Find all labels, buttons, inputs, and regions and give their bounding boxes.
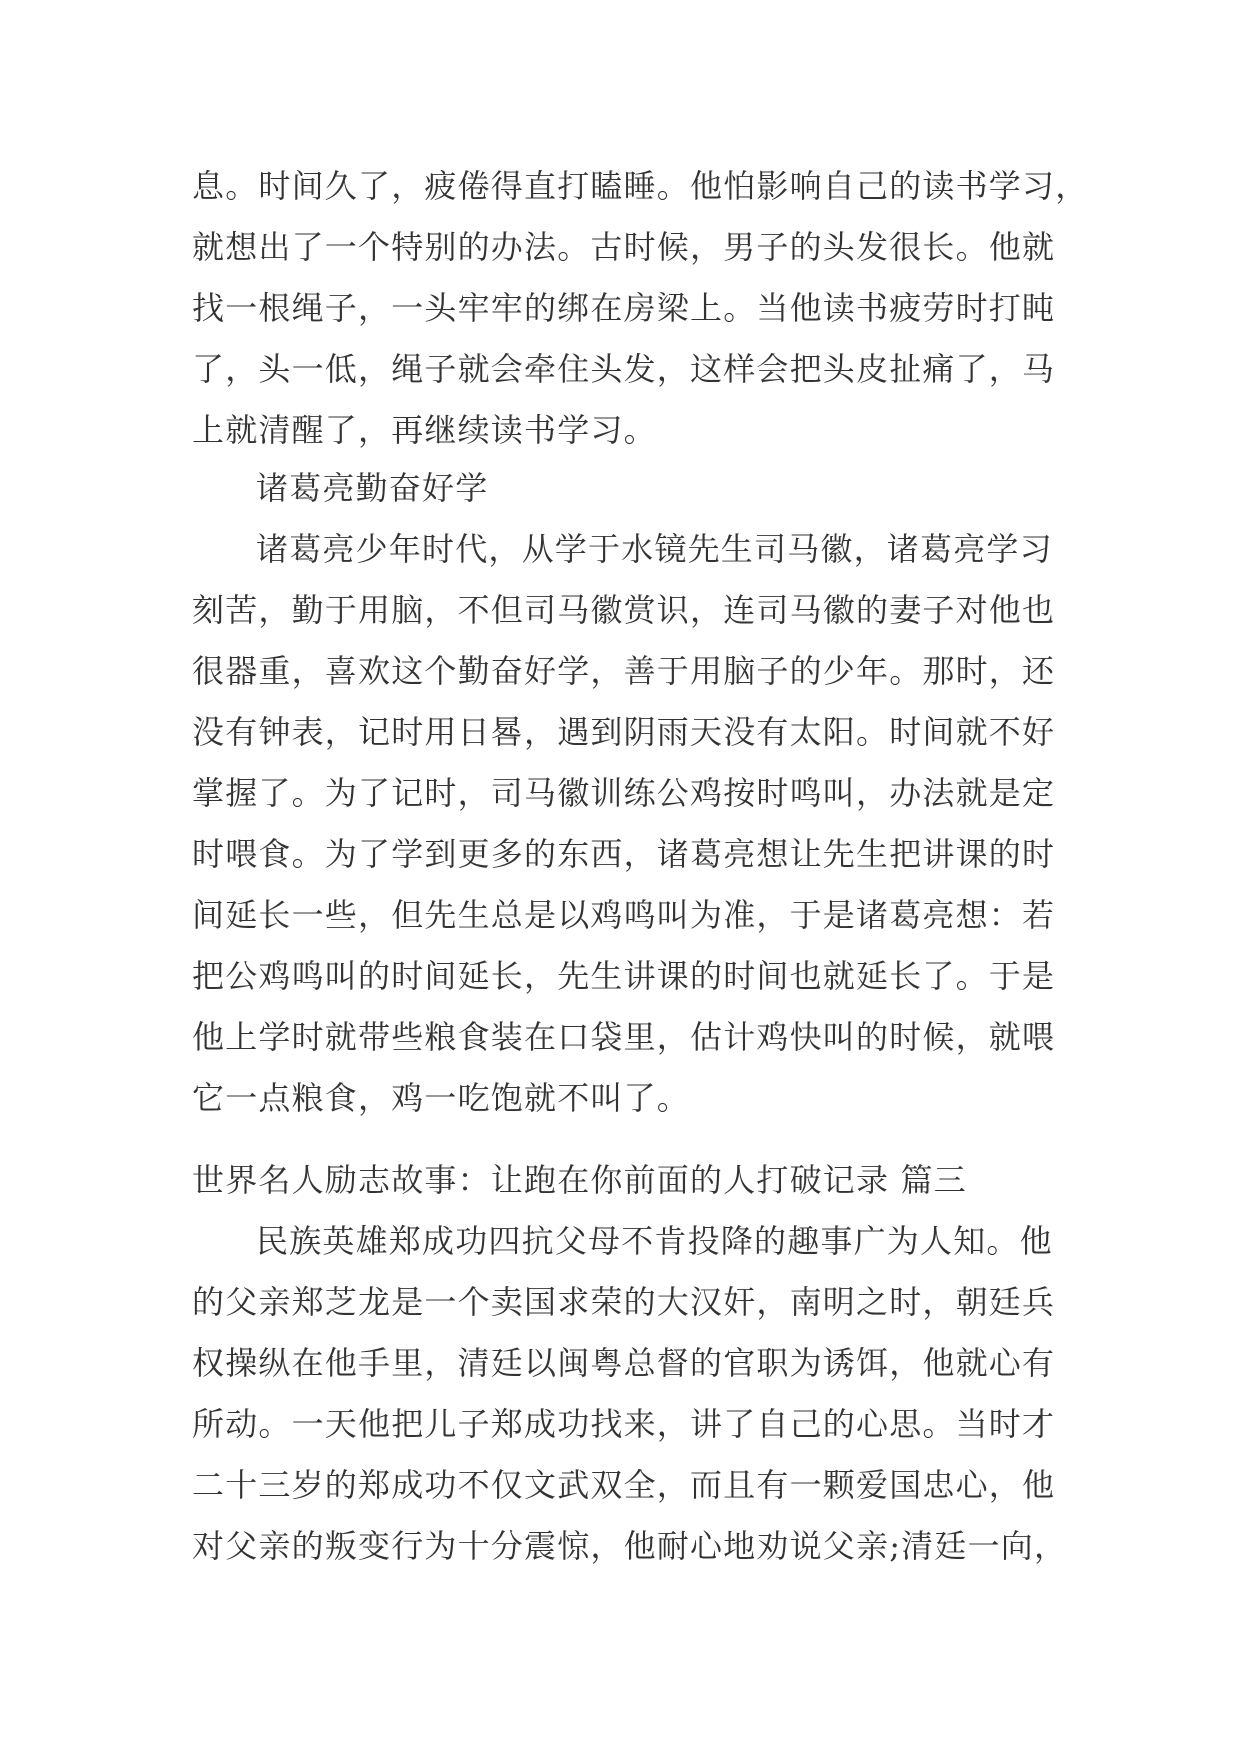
text-line: 权操纵在他手里，清廷以闽粤总督的官职为诱饵，他就心有 — [192, 1344, 1056, 1382]
text-line: 时喂食。为了学到更多的东西，诸葛亮想让先生把讲课的时 — [192, 835, 1056, 873]
text-line: 民族英雄郑成功四抗父母不肯投降的趣事广为人知。他 — [256, 1222, 1053, 1260]
text-line: 间延长一些，但先生总是以鸡鸣叫为准，于是诸葛亮想：若 — [192, 896, 1056, 934]
text-line: 它一点粮食，鸡一吃饱就不叫了。 — [192, 1079, 691, 1117]
text-line: 找一根绳子，一头牢牢的绑在房梁上。当他读书疲劳时打盹 — [192, 289, 1056, 327]
text-line: 没有钟表，记时用日晷，遇到阴雨天没有太阳。时间就不好 — [192, 713, 1056, 751]
zhuge-section — [192, 458, 1056, 1129]
text-line: 掌握了。为了记时，司马徽训练公鸡按时鸣叫，办法就是定 — [192, 774, 1056, 812]
text-line: 了，头一低，绳子就会牵住头发，这样会把头皮扯痛了，马 — [192, 350, 1056, 388]
zheng-section — [192, 1150, 1068, 1577]
text-line: 的父亲郑芝龙是一个卖国求荣的大汉奸，南明之时，朝廷兵 — [192, 1283, 1056, 1321]
section-heading: 世界名人励志故事：让跑在你前面的人打破记录 篇三 — [192, 1161, 967, 1199]
text-line: 上就清醒了，再继续读书学习。 — [192, 411, 657, 449]
intro-paragraph — [192, 156, 1089, 461]
text-line: 息。时间久了，疲倦得直打瞌睡。他怕影响自己的读书学习， — [192, 167, 1089, 205]
text-line: 就想出了一个特别的办法。古时候，男子的头发很长。他就 — [192, 228, 1056, 266]
text-line: 诸葛亮少年时代，从学于水镜先生司马徽，诸葛亮学习 — [256, 530, 1053, 568]
text-line: 刻苦，勤于用脑，不但司马徽赏识，连司马徽的妻子对他也 — [192, 591, 1056, 629]
text-line: 二十三岁的郑成功不仅文武双全，而且有一颗爱国忠心，他 — [192, 1466, 1056, 1504]
text-line: 很器重，喜欢这个勤奋好学，善于用脑子的少年。那时，还 — [192, 652, 1056, 690]
text-line: 所动。一天他把儿子郑成功找来，讲了自己的心思。当时才 — [192, 1405, 1056, 1443]
story-title: 诸葛亮勤奋好学 — [256, 469, 489, 507]
text-line: 对父亲的叛变行为十分震惊，他耐心地劝说父亲;清廷一向， — [192, 1527, 1068, 1565]
text-line: 把公鸡鸣叫的时间延长，先生讲课的时间也就延长了。于是 — [192, 957, 1056, 995]
text-line: 他上学时就带些粮食装在口袋里，估计鸡快叫的时候，就喂 — [192, 1018, 1056, 1056]
